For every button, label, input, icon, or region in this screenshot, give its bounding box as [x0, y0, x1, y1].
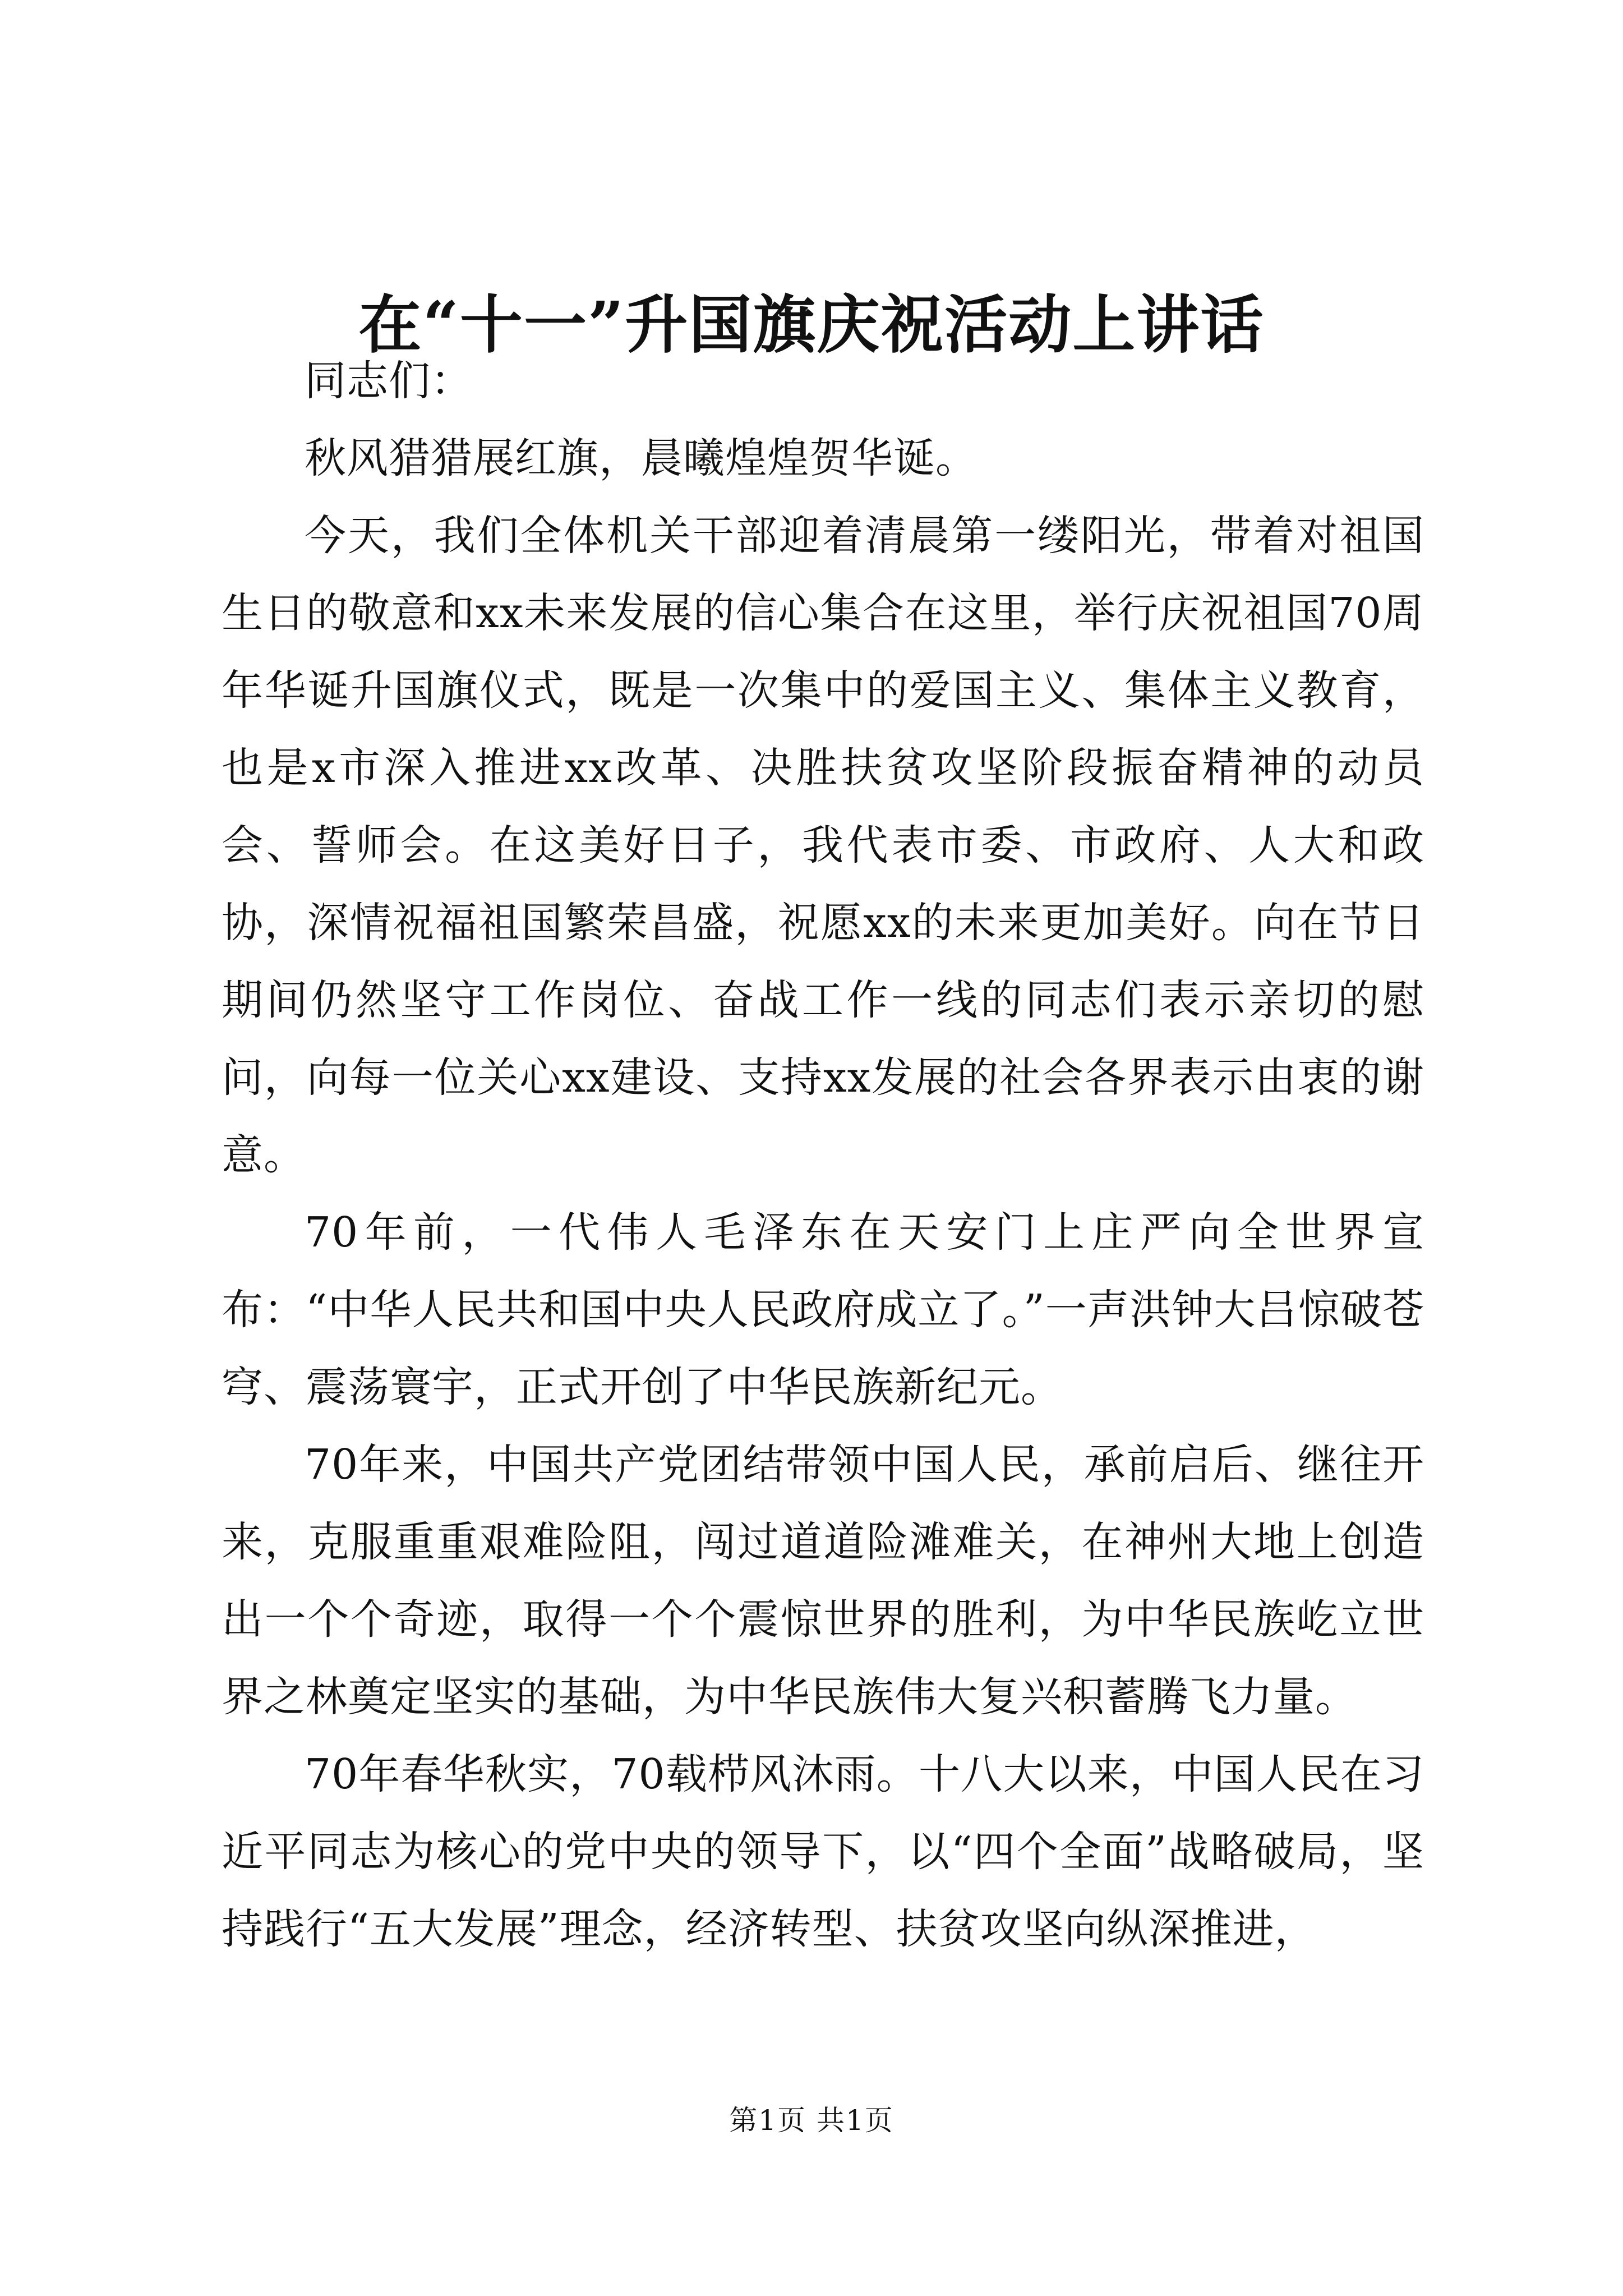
- document-title: 在“十一”升国旗庆祝活动上讲话: [358, 288, 1265, 362]
- paragraph-salutation: 同志们：: [305, 357, 473, 405]
- document-body: [222, 342, 1424, 1968]
- page-footer: 第1页 共1页: [729, 2104, 894, 2137]
- paragraph-spring-autumn: 70年春华秋实，70载栉风沐雨。十八大以来，中国人民在习近平同志为核心的党中央的领导下，以“四个全面”战略破局，坚持践行“五大发展”理念，经济转型、扶贫攻坚向纵深推进，: [222, 1750, 1424, 1953]
- paragraph-today: 今天，我们全体机关干部迎着清晨第一缕阳光，带着对祖国生日的敬意和xx未来发展的信心集合在这里，举行庆祝祖国70周年华诞升国旗仪式，既是一次集中的爱国主义、集体主义教育，也是x市深入推进xx改革、决胜扶贫攻坚阶段振奋精神的动员会、誓师会。在这美好日子，我代表市委、市政府、人大和政协，深情祝福祖国繁荣昌盛，祝愿xx的未来更加美好。向在节日期间仍然坚守工作岗位、奋战工作一线的同志们表示亲切的慰问，向每一位关心xx建设、支持xx发展的社会各界表示由衷的谢意。: [222, 512, 1424, 1179]
- paragraph-opening-couplet: 秋风猎猎展红旗，晨曦煌煌贺华诞。: [305, 434, 978, 482]
- paragraph-70-years-ago: 70年前，一代伟人毛泽东在天安门上庄严向全世界宣布：“中华人民共和国中央人民政府成立了。”一声洪钟大吕惊破苍穹、震荡寰宇，正式开创了中华民族新纪元。: [222, 1208, 1424, 1411]
- paragraph-70-years-since: 70年来，中国共产党团结带领中国人民，承前启后、继往开来，克服重重艰难险阻，闯过道道险滩难关，在神州大地上创造出一个个奇迹，取得一个个震惊世界的胜利，为中华民族屹立世界之林奠定坚实的基础，为中华民族伟大复兴积蓄腾飞力量。: [222, 1441, 1424, 1721]
